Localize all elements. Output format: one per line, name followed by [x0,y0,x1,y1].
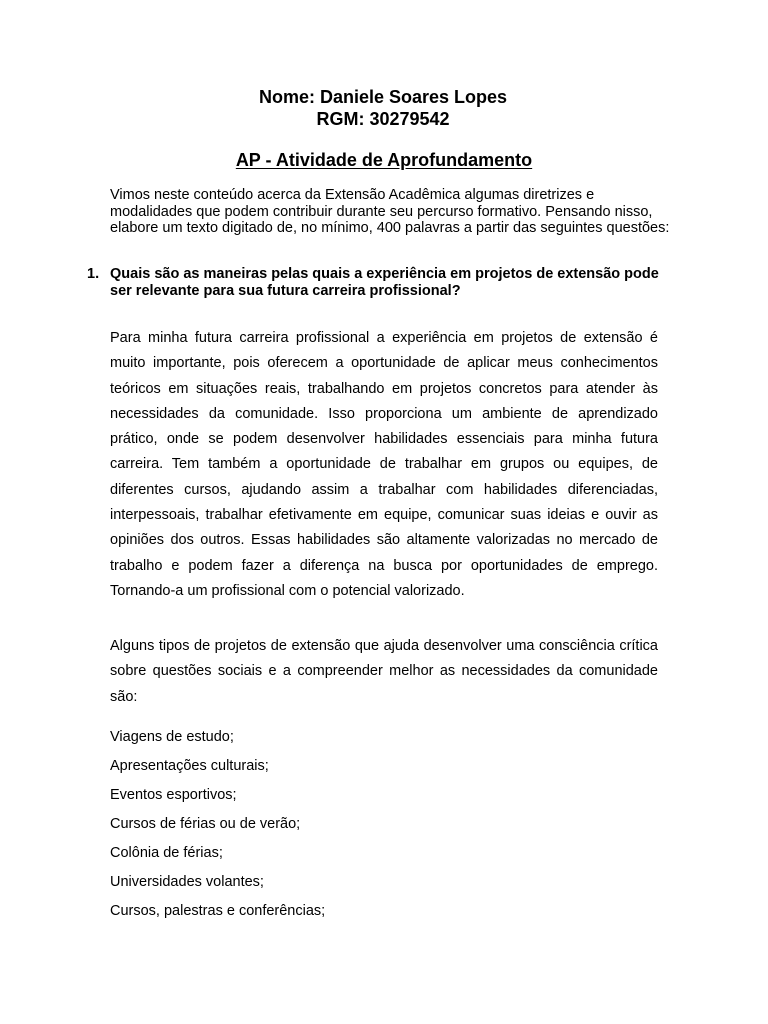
answer-paragraph-2: Alguns tipos de projetos de extensão que ajuda desenvolver uma consciência crítica sobre questões sociais e a compreender melhor as necessidades da comunidade são: [110,638,658,705]
list-item: Viagens de estudo; [110,729,234,745]
student-name: Nome: Daniele Soares Lopes [258,87,508,107]
list-item: Apresentações culturais; [110,758,269,774]
answer-paragraph-1: Para minha futura carreira profissional a experiência em projetos de extensão é muito importante, pois oferecem a oportunidade de aplicar meus conhecimentos teóricos em situações reais, trabalhando em projetos concretos para atender às necessidades da comunidade. Isso proporciona um ambiente de aprendizado prático, onde se podem desenvolver habilidades essenciais para minha futura carreira. Tem também a oportunidade de trabalhar em grupos ou equipes, de diferentes cursos, ajudando assim a trabalhar com habilidades diferenciadas, interpessoais, trabalhar efetivamente em equipe, comunicar suas ideias e ouvir as opiniões dos outros. Essas habilidades são altamente valorizadas no mercado de trabalho e podem fazer a diferença na busca por oportunidades de emprego. Tornando-a um profissional com o potencial valorizado. [110,330,658,599]
list-item: Cursos de férias ou de verão; [110,816,301,832]
list-item: Eventos esportivos; [110,787,237,803]
project-types-list [110,725,658,928]
question-text: Quais são as maneiras pelas quais a experiência em projetos de extensão pode ser relevante para sua futura carreira profissional? [110,266,659,299]
intro-paragraph: Vimos neste conteúdo acerca da Extensão Acadêmica algumas diretrizes e modalidades que podem contribuir durante seu percurso formativo. Pensando nisso, elabore um texto digitado de, no mínimo, 400 palavras a partir das seguintes questões: [110,187,670,236]
list-item: Universidades volantes; [110,874,264,890]
document-title-text: AP - Atividade de Aprofundamento [235,150,533,170]
list-item: Cursos, palestras e conferências; [110,903,326,919]
question-number: 1. [87,266,100,282]
list-item: Colônia de férias; [110,845,223,861]
student-rgm: RGM: 30279542 [316,109,450,129]
document-title [0,150,768,170]
question-1 [87,266,677,300]
